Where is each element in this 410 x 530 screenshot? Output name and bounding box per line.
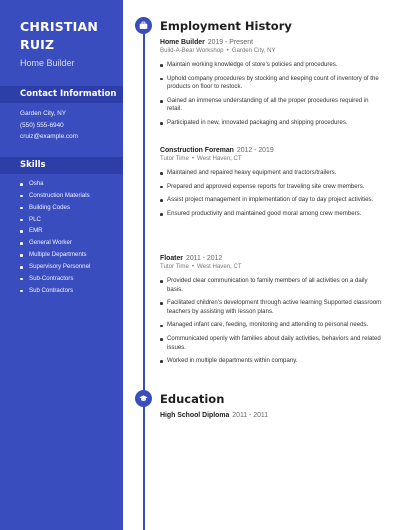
separator-dot: •: [226, 47, 229, 54]
bullet-dot-icon: [160, 186, 163, 189]
bullet-text: Worked in multiple departments within company.: [167, 357, 298, 365]
skill-item: [20, 261, 90, 273]
skill-item: [20, 190, 90, 202]
job-bullet: [160, 119, 382, 128]
job-entry: [160, 254, 382, 366]
job-title: Construction Foreman: [160, 147, 234, 154]
skills-heading: Skills: [20, 160, 46, 170]
bullet-text: Maintain working knowledge of store's policies and procedures.: [167, 61, 338, 68]
sidebar: [0, 0, 123, 530]
employment-heading: Employment History: [160, 19, 292, 33]
contact-phone[interactable]: (550) 555-6940: [20, 122, 64, 129]
job-location: West Haven, CT: [197, 155, 242, 162]
job-bullet: [160, 75, 382, 92]
skill-item: [20, 202, 90, 214]
skill-item: [20, 285, 90, 297]
job-header: [160, 146, 382, 155]
bullet-dot-icon: [160, 213, 163, 216]
job-dates: 2011 - 2012: [185, 255, 223, 262]
bullet-text: Provided clear communication to family members of all activities on a daily basis.: [167, 277, 368, 293]
bullet-dot-icon: [20, 266, 23, 269]
bullet-text: Facilitated children's development through active learning Supported classroom teachers by assisting with lesson plans.: [167, 299, 382, 315]
separator-dot: •: [191, 263, 195, 270]
job-bullet: [160, 299, 382, 316]
bullet-dot-icon: [20, 183, 23, 186]
bullet-dot-icon: [160, 199, 163, 202]
job-bullet: [160, 183, 382, 192]
bullet-dot-icon: [160, 64, 163, 67]
job-subheader: [160, 263, 382, 271]
bullet-dot-icon: [20, 290, 23, 293]
bullet-text: Gained an immense understanding of all the proper procedures required in retail.: [167, 96, 369, 113]
job-company: Tutor Time: [160, 155, 189, 162]
skill-label: PLC: [29, 215, 41, 223]
job-bullets: [160, 61, 382, 128]
job-location: Garden City, NY: [231, 47, 276, 54]
skill-item: [20, 178, 90, 190]
bullet-dot-icon: [20, 230, 23, 233]
job-bullets: [160, 277, 382, 366]
bullet-text: Uphold company procedures by stocking and keeping count of inventory of the products on floor to restock.: [167, 74, 379, 91]
education-header: [160, 411, 382, 420]
bullet-dot-icon: [20, 242, 23, 245]
bullet-dot-icon: [160, 100, 163, 103]
skill-item: [20, 249, 90, 261]
skill-label: Sub Contractors: [29, 286, 74, 294]
graduation-cap-icon: [135, 390, 152, 407]
skill-item: [20, 237, 90, 249]
bullet-dot-icon: [160, 325, 163, 328]
job-subheader: [160, 155, 382, 163]
skill-label: Supervisory Personnel: [29, 262, 91, 270]
job-title: Home Builder: [160, 39, 205, 46]
skill-label: General Worker: [29, 239, 72, 247]
job-bullet: [160, 357, 382, 366]
skill-item: [20, 225, 90, 237]
job-dates: 2019 - Present: [207, 39, 253, 46]
bullet-text: Managed infant care, feeding, monitoring and attending to personal needs.: [167, 321, 369, 329]
bullet-text: Maintained and repaired heavy equipment and tractors/trailers.: [167, 169, 337, 176]
education-degree: High School Diploma: [160, 412, 230, 419]
job-entry: [160, 146, 382, 218]
briefcase-icon: [135, 17, 152, 34]
bullet-dot-icon: [160, 302, 163, 305]
bullet-text: Prepared and approved expense reports for traveling site crew members.: [167, 182, 365, 190]
separator-dot: •: [191, 155, 195, 162]
bullet-dot-icon: [160, 360, 163, 363]
job-bullet: [160, 210, 382, 219]
skills-list: [20, 178, 90, 296]
job-location: West Haven, CT: [197, 263, 242, 270]
job-header: [160, 38, 382, 47]
job-title: Floater: [160, 255, 183, 262]
job-company: Build-A-Bear Workshop: [160, 47, 224, 54]
education-entry: [160, 411, 382, 420]
bullet-text: Communicated openly with families about daily activities, behaviors and related issues.: [167, 334, 381, 351]
skill-item: [20, 214, 90, 226]
candidate-role: Home Builder: [20, 58, 75, 68]
skill-label: EMR: [29, 227, 43, 235]
candidate-name: CHRISTIAN RUIZ: [20, 19, 99, 52]
job-entry: [160, 38, 382, 128]
contact-email[interactable]: cruiz@example.com: [20, 133, 78, 140]
bullet-text: Assist project management in implementation of day to day project activities.: [167, 196, 374, 204]
job-dates: 2012 - 2019: [236, 147, 274, 154]
bullet-dot-icon: [160, 338, 163, 341]
job-bullet: [160, 335, 382, 352]
education-heading: Education: [160, 392, 225, 406]
bullet-text: Participated in new, innovated packaging and shipping procedures.: [167, 118, 348, 126]
contact-address: Garden City, NY: [20, 110, 67, 117]
job-bullet: [160, 97, 382, 114]
skill-label: Multiple Departments: [29, 251, 87, 259]
bullet-dot-icon: [160, 78, 163, 81]
skill-label: Sub-Contractors: [29, 274, 74, 282]
timeline-line: [143, 25, 145, 530]
bullet-dot-icon: [20, 219, 23, 222]
skill-label: Osha: [29, 180, 44, 187]
contact-heading: Contact Information: [20, 89, 117, 99]
job-bullet: [160, 277, 382, 294]
bullet-dot-icon: [160, 280, 163, 283]
skills-heading-band: [0, 157, 123, 174]
job-bullet: [160, 169, 382, 178]
education-dates: 2011 - 2011: [232, 412, 269, 419]
job-header: [160, 254, 382, 263]
job-bullet: [160, 61, 382, 70]
job-company: Tutor Time: [160, 263, 189, 270]
skill-label: Construction Materials: [29, 191, 90, 199]
job-bullets: [160, 169, 382, 218]
bullet-dot-icon: [20, 278, 23, 281]
bullet-text: Ensured productivity and maintained good moral among crew members.: [167, 209, 362, 217]
skill-label: Building Codes: [29, 203, 70, 211]
bullet-dot-icon: [20, 207, 23, 210]
bullet-dot-icon: [160, 122, 163, 125]
job-bullet: [160, 196, 382, 205]
bullet-dot-icon: [160, 172, 163, 175]
bullet-dot-icon: [20, 254, 23, 257]
job-subheader: [160, 47, 382, 55]
job-bullet: [160, 321, 382, 330]
bullet-dot-icon: [20, 195, 23, 198]
skill-item: [20, 273, 90, 285]
